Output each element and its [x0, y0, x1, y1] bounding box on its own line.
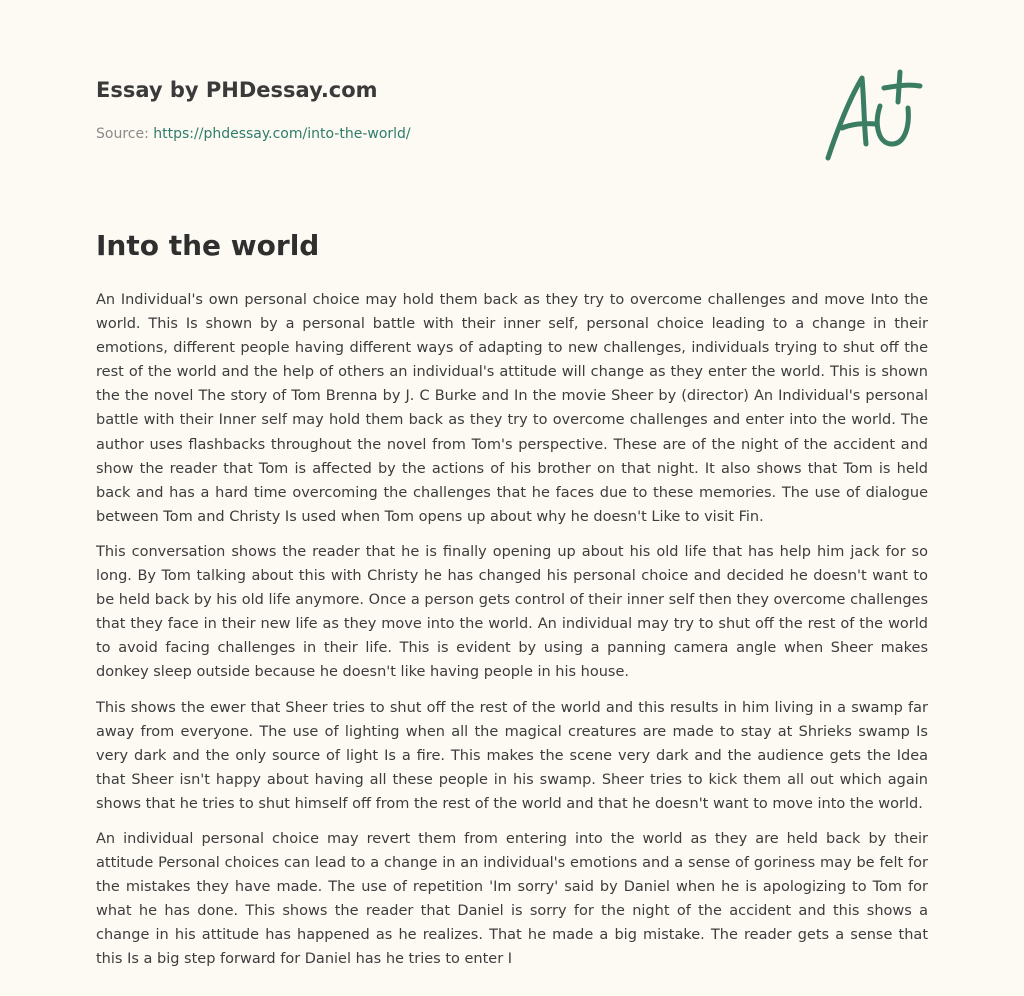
brand-title: Essay by PHDessay.com [96, 78, 378, 102]
a-plus-grade-icon [818, 66, 930, 166]
essay-paragraph-1: An Individual's own personal choice may hold them back as they try to overcome challenges and move Into the world. This Is shown by a personal battle with their inner self, personal choice leading to a change in their emotions, different people having different ways of adapting to new challenges, individuals trying to shut off the rest of the world and the help of others an individual's attitude will change as they enter the world. This is shown the the novel The story of Tom Brenna by J. C Burke and In the movie Sheer by (director) An Individual's personal battle with their Inner self may hold them back as they try to overcome challenges and enter into the world. The author uses flashbacks throughout the novel from Tom's perspective. These are of the night of the accident and show the reader that Tom is affected by the actions of his brother on that night. It also shows that Tom is held back and has a hard time overcoming the challenges that he faces due to these memories. The use of dialogue between Tom and Christy Is used when Tom opens up about why he doesn't Like to visit Fin. [96, 292, 928, 525]
essay-paragraph-3: This shows the ewer that Sheer tries to shut off the rest of the world and this results in him living in a swamp far away from everyone. The use of lighting when all the magical creatures are made to stay at Shrieks swamp Is very dark and the only source of light Is a fire. This makes the scene very dark and the audience gets the Idea that Sheer isn't happy about having all these people in his swamp. Sheer tries to kick them all out which again shows that he tries to shut himself off from the rest of the world and that he doesn't want to move into the world. [96, 699, 928, 812]
source-link[interactable]: https://phdessay.com/into-the-world/ [153, 126, 411, 142]
essay-paragraph-4: An individual personal choice may revert them from entering into the world as they are held back by their attitude Personal choices can lead to a change in an individual's emotions and a sense of goriness may be felt for the mistakes they have made. The use of repetition 'Im sorry' said by Daniel when he is apologizing to Tom for what he has done. This shows the reader that Daniel is sorry for the night of the accident and this shows a change in his attitude has happened as he realizes. That he made a big mistake. The reader gets a sense that this Is a big step forward for Daniel has he tries to enter I [96, 830, 928, 968]
essay-header [96, 74, 796, 144]
essay-body [96, 226, 928, 983]
source-label: Source: [96, 126, 149, 142]
source-line [96, 124, 796, 144]
essay-paragraph-2: This conversation shows the reader that he is finally opening up about his old life that has help him jack for so long. By Tom talking about this with Christy he has changed his personal choice and decided he doesn't want to be held back by his old life anymore. Once a person gets control of their inner self then they overcome challenges that they face in their new life as they move into the world. An individual may try to shut off the rest of the world to avoid facing challenges in their life. This is evident by using a panning camera angle when Sheer makes donkey sleep outside because he doesn't like having people in his house. [96, 543, 928, 681]
essay-title: Into the world [96, 229, 320, 262]
